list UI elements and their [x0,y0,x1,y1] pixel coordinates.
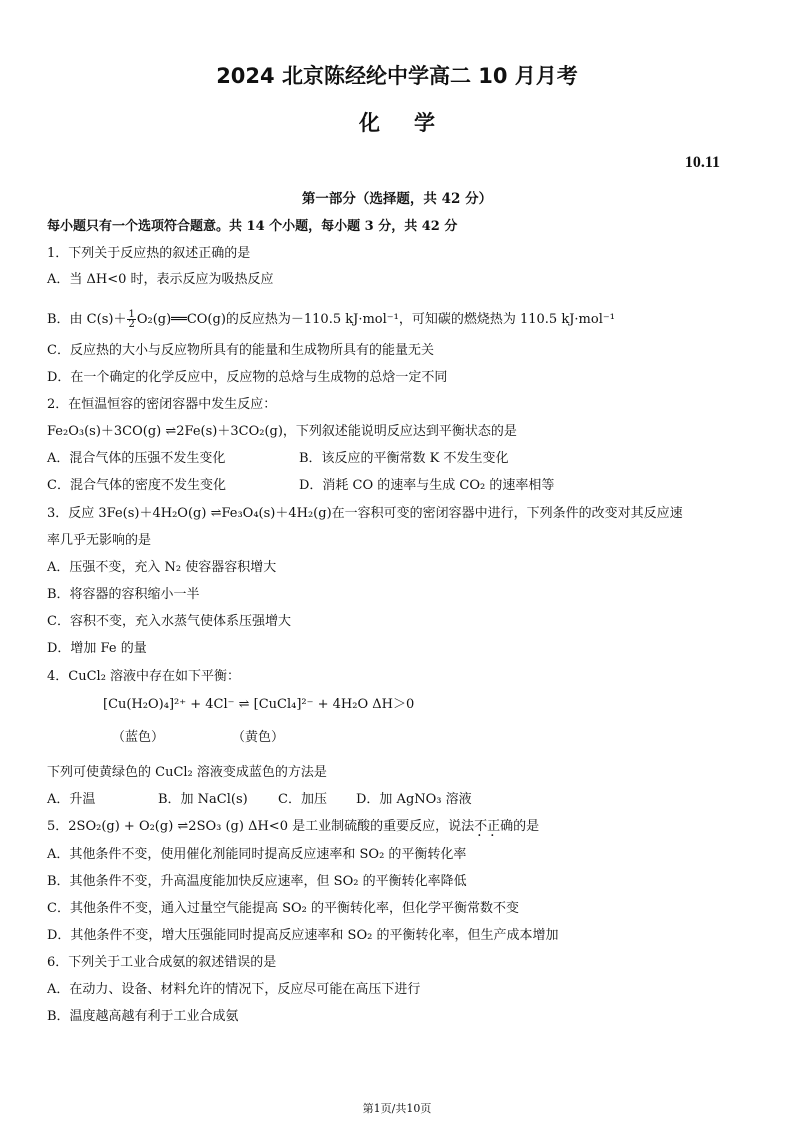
q3-option-c: C．容积不变，充入水蒸气使体系压强增大 [47,614,291,629]
q4-yellow-label: （黄色） [232,730,285,745]
q1-option-d: D．在一个确定的化学反应中，反应物的总焓与生成物的总焓一定不同 [47,370,448,385]
fraction-numerator: 1 [128,309,135,320]
emphasis-dot-char: 不 [474,819,488,834]
q2-option-d: D．消耗 CO 的速率与生成 CO₂ 的速率相等 [299,478,555,493]
section-title: 第一部分（选择题，共 42 分） [301,191,493,207]
q4-option-d: D．加 AgNO₃ 溶液 [356,792,472,807]
q4-equation: [Cu(H₂O)₄]²⁺ + 4Cl⁻ ⇌ [CuCl₄]²⁻ + 4H₂O ΔH＞0 [103,697,415,712]
q5-stem [47,819,539,835]
q1-option-c: C．反应热的大小与反应物所具有的能量和生成物所具有的能量无关 [47,343,434,358]
q4-option-a: A．升温 [47,792,96,807]
q5-option-c: C．其他条件不变，通入过量空气能提高 SO₂ 的平衡转化率，但化学平衡常数不变 [47,901,519,916]
emphasis-dot-char: 正 [487,819,501,834]
q3-option-a: A．压强不变，充入 N₂ 使容器容积增大 [47,560,277,575]
exam-date: 10.11 [684,154,720,171]
q1-option-b-post: O₂(g)══CO(g)的反应热为－110.5 kJ·mol⁻¹，可知碳的燃烧热为 110.5 kJ·mol⁻¹ [136,312,615,327]
q4-option-c: C．加压 [278,792,327,807]
q3-option-d: D．增加 Fe 的量 [47,641,147,656]
q1-option-a: A．当 ΔH<0 时，表示反应为吸热反应 [47,272,274,287]
section-instruction: 每小题只有一个选项符合题意。共 14 个小题，每小题 3 分，共 42 分 [47,219,458,234]
q3-stem: 3．反应 3Fe(s)＋4H₂O(g) ⇌Fe₃O₄(s)＋4H₂(g)在一容积可变的密闭容器中进行，下列条件的改变对其反应速 [47,506,683,521]
q2-option-b: B．该反应的平衡常数 K 不发生变化 [299,451,509,466]
q1-option-b-pre: B．由 C(s)＋ [47,312,127,327]
q2-stem: 2．在恒温恒容的密闭容器中发生反应： [47,397,277,412]
q3-option-b: B．将容器的容积缩小一半 [47,587,200,602]
q6-stem: 6．下列关于工业合成氨的叙述错误的是 [47,955,277,970]
q5-stem-post: 确的是 [500,819,540,834]
q5-stem-pre: 5．2SO₂(g) + O₂(g) ⇌2SO₃ (g) ΔH<0 是工业制硫酸的重要反应，说法 [47,819,475,834]
q5-option-d: D．其他条件不变，增大压强能同时提高反应速率和 SO₂ 的平衡转化率，但生产成本增加 [47,928,559,943]
exam-title: 2024 北京陈经纶中学高二 10 月月考 [216,64,578,88]
q4-stem: 4．CuCl₂ 溶液中存在如下平衡： [47,669,241,684]
q4-blue-label: （蓝色） [112,730,165,745]
q4-question: 下列可使黄绿色的 CuCl₂ 溶液变成蓝色的方法是 [47,765,327,780]
fraction-denominator: 2 [128,319,135,330]
q6-option-a: A．在动力、设备、材料允许的情况下，反应尽可能在高压下进行 [47,982,421,997]
q1-stem: 1．下列关于反应热的叙述正确的是 [47,246,251,261]
q1-option-b [47,310,615,329]
page-footer: 第1页/共10页 [362,1102,432,1115]
q2-option-c: C．混合气体的密度不发生变化 [47,478,226,493]
q3-stem-cont: 率几乎无影响的是 [47,533,152,548]
q5-option-b: B．其他条件不变，升高温度能加快反应速率，但 SO₂ 的平衡转化率降低 [47,874,467,889]
q4-option-b: B．加 NaCl(s) [158,792,248,807]
q5-option-a: A．其他条件不变，使用催化剂能同时提高反应速率和 SO₂ 的平衡转化率 [47,847,467,862]
q2-equation: Fe₂O₃(s)＋3CO(g) ⇌2Fe(s)＋3CO₂(g)，下列叙述能说明反应达到平衡状态的是 [47,424,517,439]
q6-option-b: B．温度越高越有利于工业合成氨 [47,1009,239,1024]
subject-title: 化学 [359,111,469,135]
fraction-one-half [127,310,135,329]
q2-option-a: A．混合气体的压强不发生变化 [47,451,226,466]
